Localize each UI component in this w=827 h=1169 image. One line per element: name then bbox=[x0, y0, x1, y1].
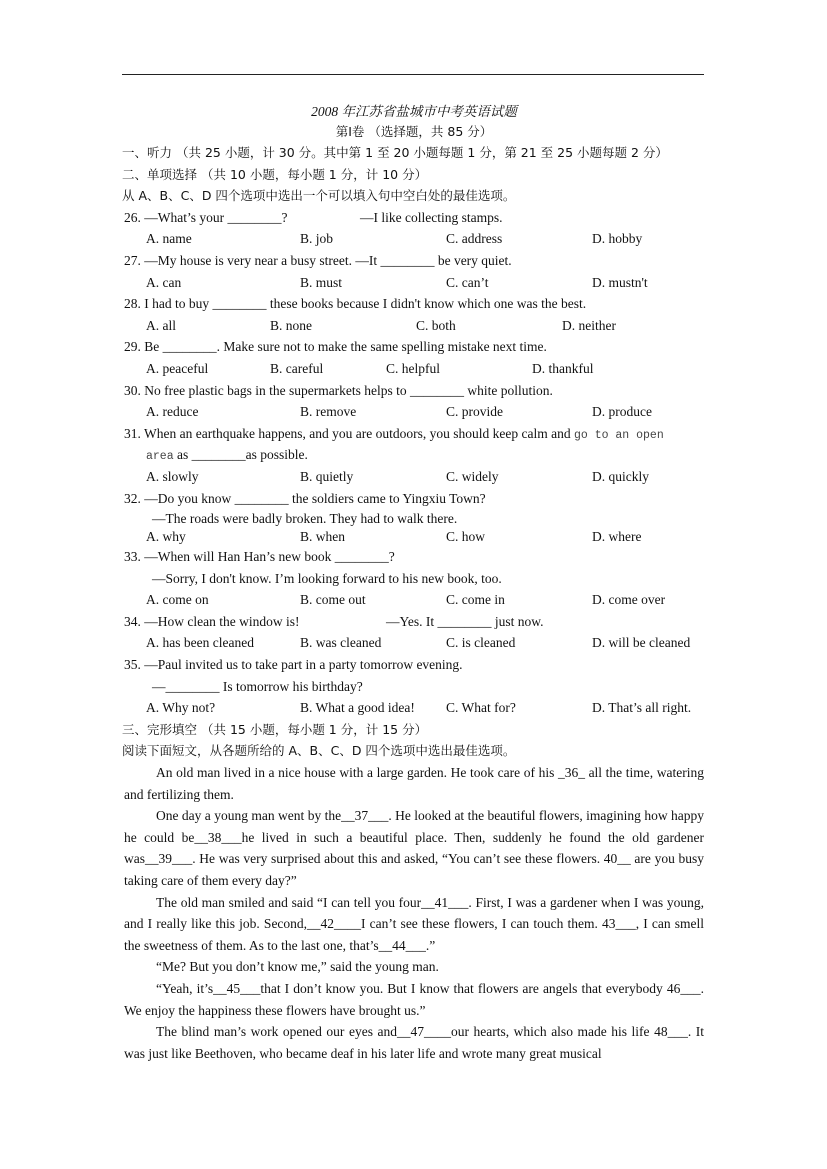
option-d[interactable]: D. quickly bbox=[592, 468, 649, 484]
exam-subtitle: 第Ⅰ卷 （选择题，共 85 分） bbox=[335, 124, 493, 139]
question-29-options bbox=[124, 358, 704, 380]
passage-paragraph-4: “Me? But you don’t know me,” said the young man. bbox=[156, 959, 439, 975]
question-26-stem: 26. —What’s your ________? bbox=[124, 209, 288, 225]
question-27-options bbox=[124, 272, 704, 294]
question-34-reply: —Yes. It ________ just now. bbox=[386, 613, 544, 629]
question-32-options bbox=[124, 528, 704, 546]
question-26-reply: —I like collecting stamps. bbox=[360, 209, 503, 225]
option-a[interactable]: A. reduce bbox=[146, 404, 199, 420]
passage-paragraph-1: An old man lived in a nice house with a large garden. He took care of his _36_ all the time, watering and fertilizing them. bbox=[124, 765, 704, 802]
question-29-stem: 29. Be ________. Make sure not to make the same spelling mistake next time. bbox=[124, 339, 547, 355]
option-c[interactable]: C. both bbox=[416, 317, 456, 333]
option-b[interactable]: B. quietly bbox=[300, 468, 354, 484]
question-31-stem-highlight-2: area bbox=[146, 450, 174, 464]
question-26-options bbox=[124, 228, 704, 250]
question-31-stem-text-2: as ________as possible. bbox=[173, 447, 308, 463]
option-c[interactable]: C. widely bbox=[446, 468, 499, 484]
question-33-options bbox=[124, 589, 704, 611]
question-31-options bbox=[124, 466, 704, 488]
question-35-stem: 35. —Paul invited us to take part in a party tomorrow evening. bbox=[124, 657, 463, 673]
question-35-reply: —________ Is tomorrow his birthday? bbox=[152, 678, 363, 694]
option-b[interactable]: B. none bbox=[270, 317, 312, 333]
option-a[interactable]: A. Why not? bbox=[146, 700, 216, 716]
question-33-stem: 33. —When will Han Han’s new book ________? bbox=[124, 549, 395, 565]
option-b[interactable]: B. come out bbox=[300, 592, 366, 608]
option-d[interactable]: D. That’s all right. bbox=[592, 700, 692, 716]
passage-paragraph-2: One day a young man went by the__37___. He looked at the beautiful flowers, imagining how happy he could be__38___he lived in such a beautiful place. Then, suddenly he found the old gardener was__39___. He was very surprised about this and asked, “You can’t see these flowers. 40__ are you busy taking care of them every day?” bbox=[124, 808, 704, 888]
question-33-reply: —Sorry, I don't know. I’m looking forward to his new book, too. bbox=[152, 570, 502, 586]
option-a[interactable]: A. can bbox=[146, 274, 182, 290]
question-26 bbox=[124, 207, 704, 229]
option-c[interactable]: C. is cleaned bbox=[446, 635, 516, 651]
option-c[interactable]: C. What for? bbox=[446, 700, 516, 716]
option-b[interactable]: B. was cleaned bbox=[300, 635, 382, 651]
option-d[interactable]: D. mustn't bbox=[592, 274, 648, 290]
option-a[interactable]: A. slowly bbox=[146, 468, 199, 484]
option-b[interactable]: B. remove bbox=[300, 404, 357, 420]
exam-title: 2008 年江苏省盐城市中考英语试题 bbox=[311, 104, 517, 119]
question-34 bbox=[124, 611, 704, 633]
option-c[interactable]: C. how bbox=[446, 529, 486, 545]
question-34-options bbox=[124, 632, 704, 654]
top-rule bbox=[122, 74, 704, 75]
option-b[interactable]: B. when bbox=[300, 529, 345, 545]
option-a[interactable]: A. all bbox=[146, 317, 176, 333]
option-a[interactable]: A. name bbox=[146, 231, 192, 247]
option-d[interactable]: D. will be cleaned bbox=[592, 635, 691, 651]
question-30-stem: 30. No free plastic bags in the supermarkets helps to ________ white pollution. bbox=[124, 382, 553, 398]
option-b[interactable]: B. job bbox=[300, 231, 334, 247]
exam-page bbox=[124, 102, 704, 1064]
option-d[interactable]: D. hobby bbox=[592, 231, 643, 247]
section-single-choice: 二、单项选择 （共 10 小题，每小题 1 分，计 10 分） bbox=[122, 166, 428, 182]
question-31-stem-text: 31. When an earthquake happens, and you are outdoors, you should keep calm and bbox=[124, 425, 574, 441]
question-32-stem: 32. —Do you know ________ the soldiers came to Yingxiu Town? bbox=[124, 490, 486, 506]
option-d[interactable]: D. neither bbox=[562, 317, 616, 333]
question-27-stem: 27. —My house is very near a busy street. —It ________ be very quiet. bbox=[124, 252, 512, 268]
option-d[interactable]: D. where bbox=[592, 529, 642, 545]
question-35-options bbox=[124, 697, 704, 719]
option-d[interactable]: D. come over bbox=[592, 592, 666, 608]
passage-paragraph-3: The old man smiled and said “I can tell you four__41___. First, I was a gardener when I was young, and I really like this job. Second,__42____I can’t see these flowers, I can touch them. 43___, I can smell the sweetness of them. As to the last one, that’s__44___.” bbox=[124, 894, 704, 953]
option-a[interactable]: A. why bbox=[146, 529, 186, 545]
passage-paragraph-6: The blind man’s work opened our eyes and__47____our hearts, which also made his life 48___. It was just like Beethoven, who became deaf in his later life and wrote many great musical bbox=[124, 1024, 704, 1061]
option-b[interactable]: B. careful bbox=[270, 360, 324, 376]
option-a[interactable]: A. has been cleaned bbox=[146, 635, 254, 651]
option-a[interactable]: A. peaceful bbox=[146, 360, 209, 376]
question-28-stem: 28. I had to buy ________ these books because I didn't know which one was the best. bbox=[124, 296, 587, 312]
question-31-stem-highlight: go to an open bbox=[574, 428, 664, 442]
option-a[interactable]: A. come on bbox=[146, 592, 209, 608]
option-c[interactable]: C. helpful bbox=[386, 360, 440, 376]
option-c[interactable]: C. provide bbox=[446, 404, 503, 420]
option-d[interactable]: D. produce bbox=[592, 404, 652, 420]
option-b[interactable]: B. must bbox=[300, 274, 343, 290]
section-listening: 一、听力 （共 25 小题，计 30 分。其中第 1 至 20 小题每题 1 分，第 21 至 25 小题每题 2 分） bbox=[122, 145, 668, 160]
question-32-reply: —The roads were badly broken. They had to walk there. bbox=[152, 511, 458, 527]
single-choice-instruction: 从 A、B、C、D 四个选项中选出一个可以填入句中空白处的最佳选项。 bbox=[122, 188, 516, 204]
passage-paragraph-5: “Yeah, it’s__45___that I don’t know you. But I know that flowers are angels that everybody 46___. We enjoy the happiness these flowers have brought us.” bbox=[124, 980, 704, 1018]
question-31-stem-line2 bbox=[124, 444, 704, 466]
section-cloze: 三、完形填空 （共 15 小题，每小题 1 分，计 15 分） bbox=[122, 721, 428, 737]
option-c[interactable]: C. can’t bbox=[446, 274, 489, 290]
question-34-stem: 34. —How clean the window is! bbox=[124, 613, 300, 629]
option-c[interactable]: C. come in bbox=[446, 592, 505, 608]
option-d[interactable]: D. thankful bbox=[532, 360, 594, 376]
cloze-instruction: 阅读下面短文，从各题所给的 A、B、C、D 四个选项中选出最佳选项。 bbox=[122, 743, 516, 759]
option-b[interactable]: B. What a good idea! bbox=[300, 700, 415, 716]
question-30-options bbox=[124, 401, 704, 423]
question-31-stem-line1 bbox=[124, 423, 704, 445]
option-c[interactable]: C. address bbox=[446, 231, 503, 247]
question-28-options bbox=[124, 315, 704, 337]
